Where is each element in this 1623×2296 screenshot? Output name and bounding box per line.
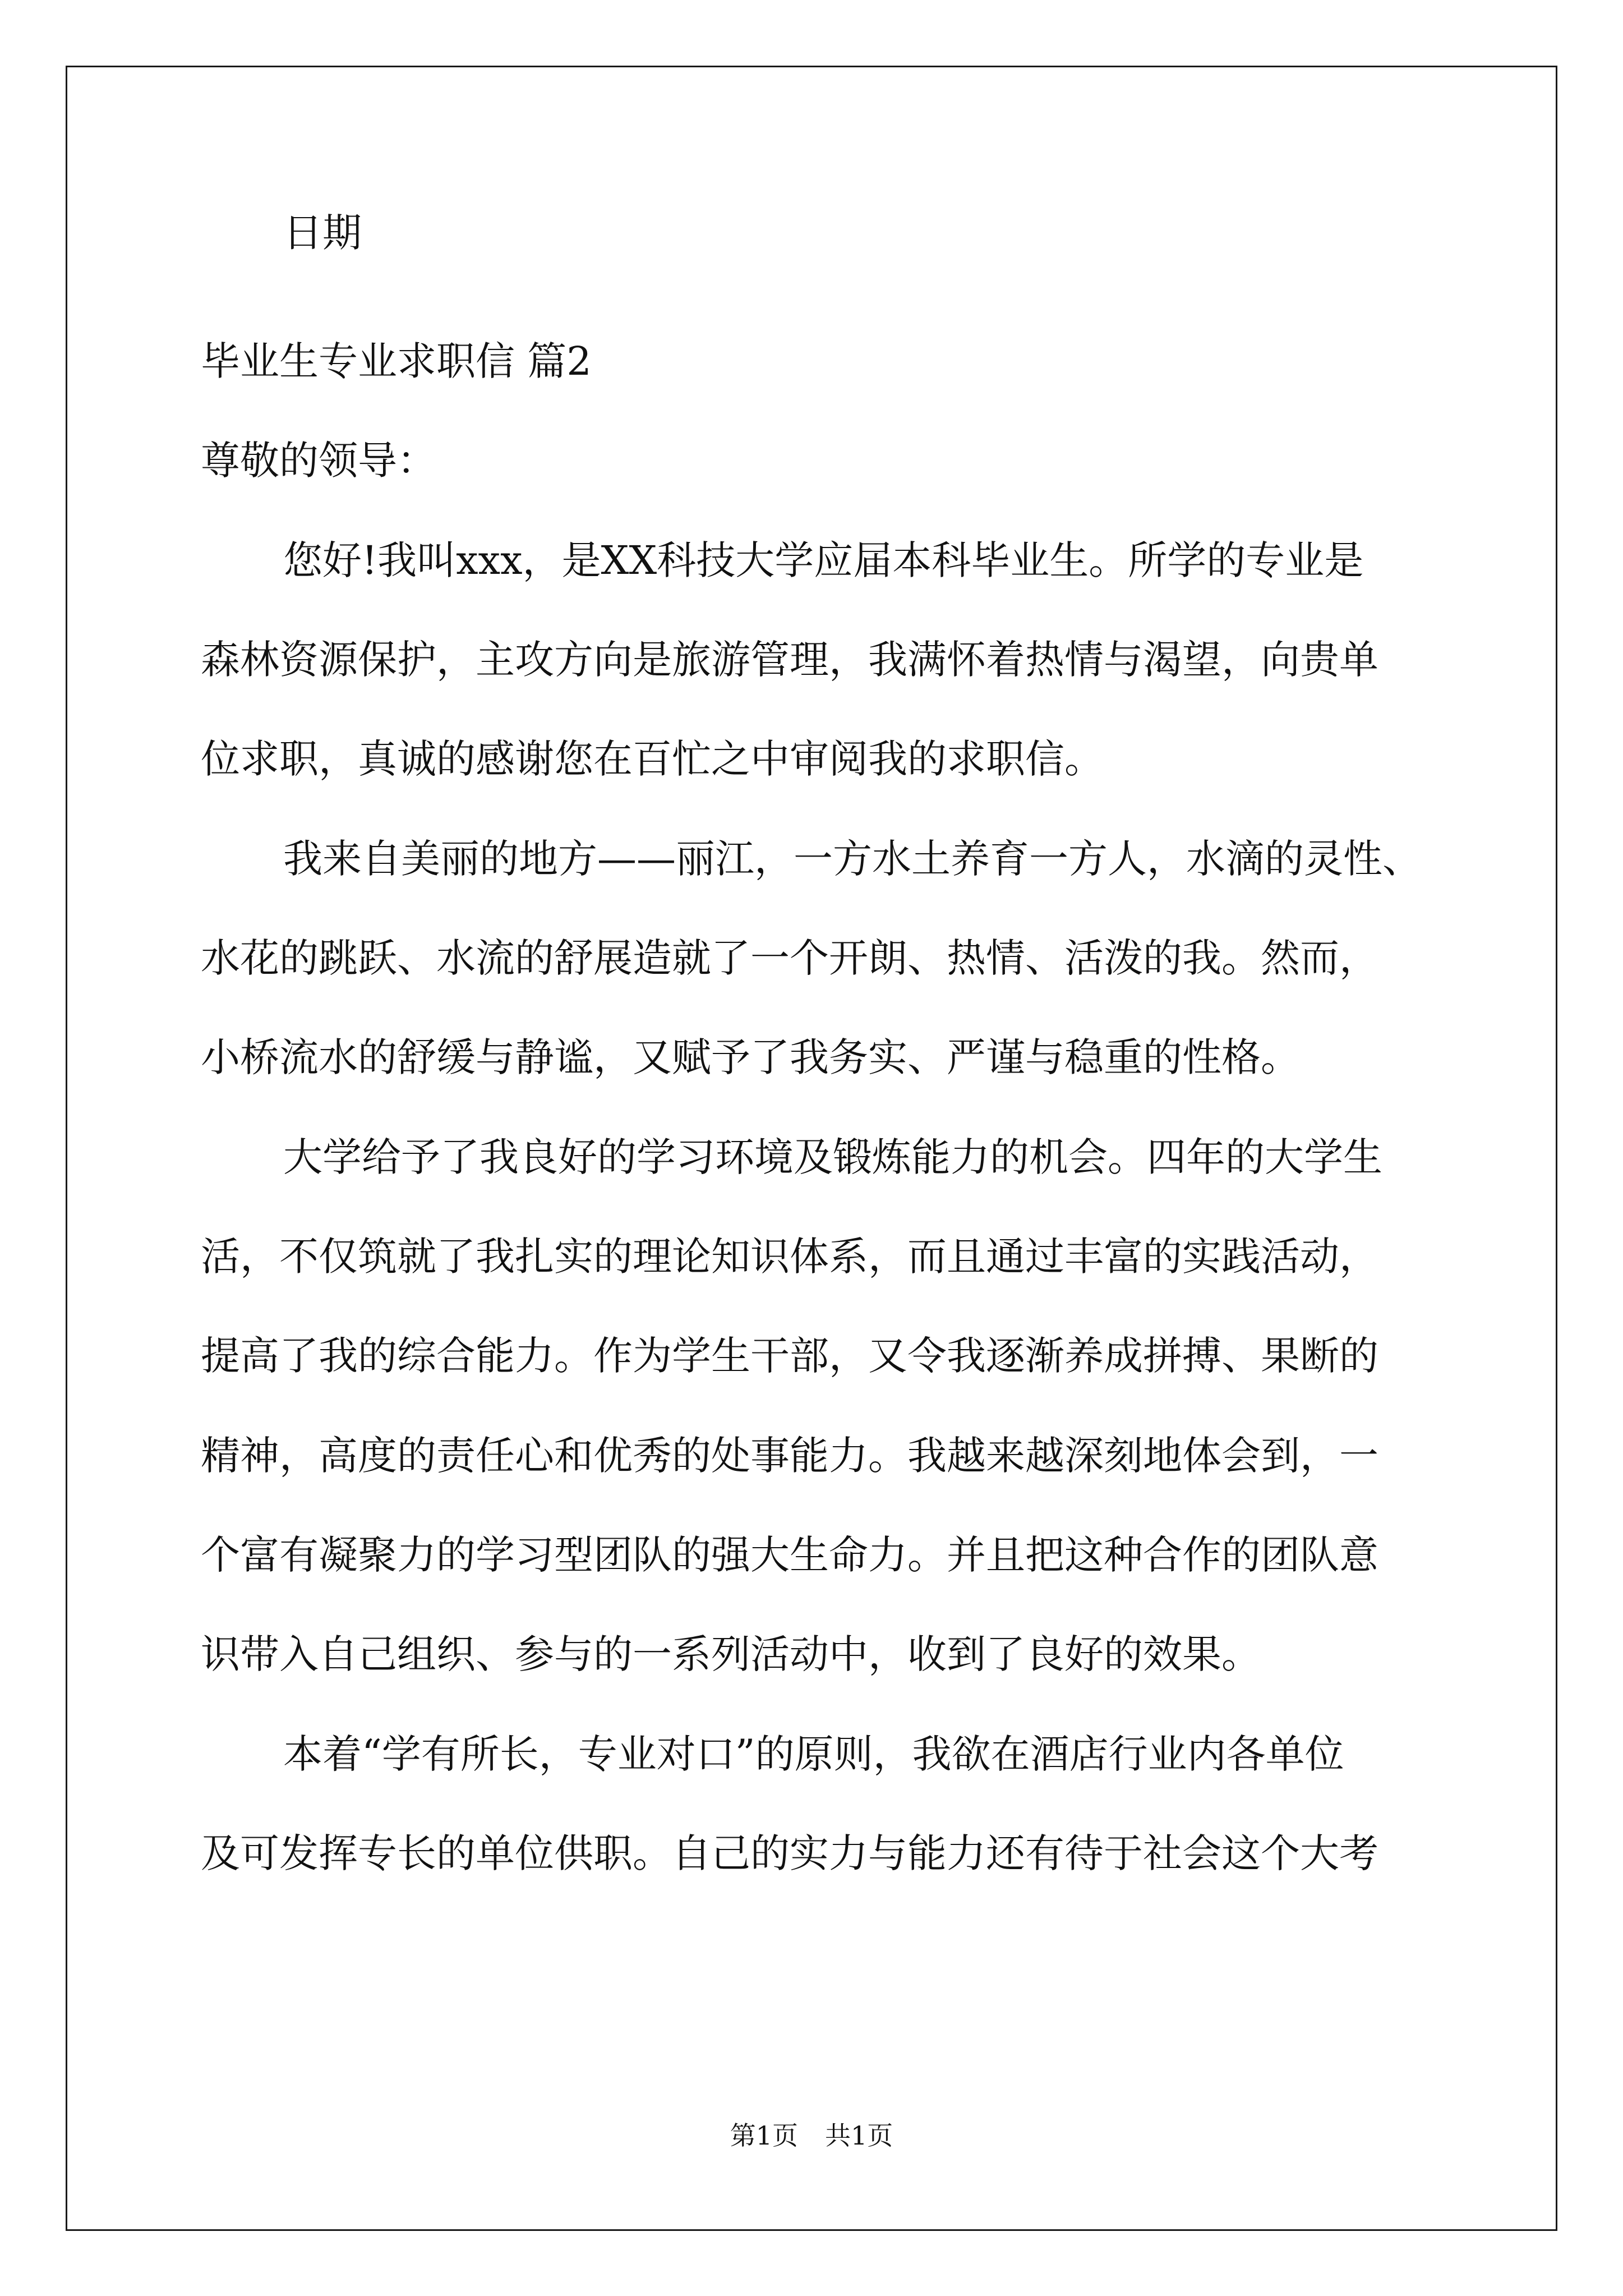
page-total: 共1页 — [825, 2120, 893, 2151]
paragraph-line: 个富有凝聚力的学习型团队的强大生命力。并且把这种合作的团队意 — [201, 1532, 1378, 1578]
paragraph-line: 小桥流水的舒缓与静谧，又赋予了我务实、严谨与稳重的性格。 — [201, 1034, 1300, 1080]
paragraph-line: 精神，高度的责任心和优秀的处事能力。我越来越深刻地体会到，一 — [201, 1433, 1378, 1479]
paragraph-line: 森林资源保护，主攻方向是旅游管理，我满怀着热情与渴望，向贵单 — [201, 637, 1378, 683]
paragraph-line: 识带入自己组织、参与的一系列活动中，收到了良好的效果。 — [201, 1631, 1261, 1677]
paragraph-line: 水花的跳跃、水流的舒展造就了一个开朗、热情、活泼的我。然而， — [201, 935, 1378, 981]
paragraph-line: 提高了我的综合能力。作为学生干部，又令我逐渐养成拼搏、果断的 — [201, 1333, 1378, 1379]
paragraph-line: 及可发挥专长的单位供职。自己的实力与能力还有待于社会这个大考 — [201, 1830, 1378, 1876]
paragraph-line: 大学给予了我良好的学习环境及锻炼能力的机会。四年的大学生 — [283, 1134, 1382, 1180]
paragraph-line: 我来自美丽的地方——丽江，一方水土养育一方人，水滴的灵性、 — [283, 836, 1422, 882]
section-title: 毕业生专业求职信 篇2 — [201, 338, 592, 384]
date-heading: 日期 — [283, 210, 362, 256]
page-number: 第1页 — [730, 2120, 798, 2151]
paragraph-line: 您好!我叫xxx，是XX科技大学应届本科毕业生。所学的专业是 — [283, 537, 1364, 583]
paragraph-line: 本着“学有所长，专业对口”的原则，我欲在酒店行业内各单位 — [283, 1731, 1344, 1777]
paragraph-line: 位求职，真诚的感谢您在百忙之中审阅我的求职信。 — [201, 736, 1104, 782]
paragraph-line: 活，不仅筑就了我扎实的理论知识体系，而且通过丰富的实践活动， — [201, 1234, 1378, 1280]
salutation: 尊敬的领导： — [201, 438, 436, 484]
page-footer — [0, 2120, 1623, 2151]
